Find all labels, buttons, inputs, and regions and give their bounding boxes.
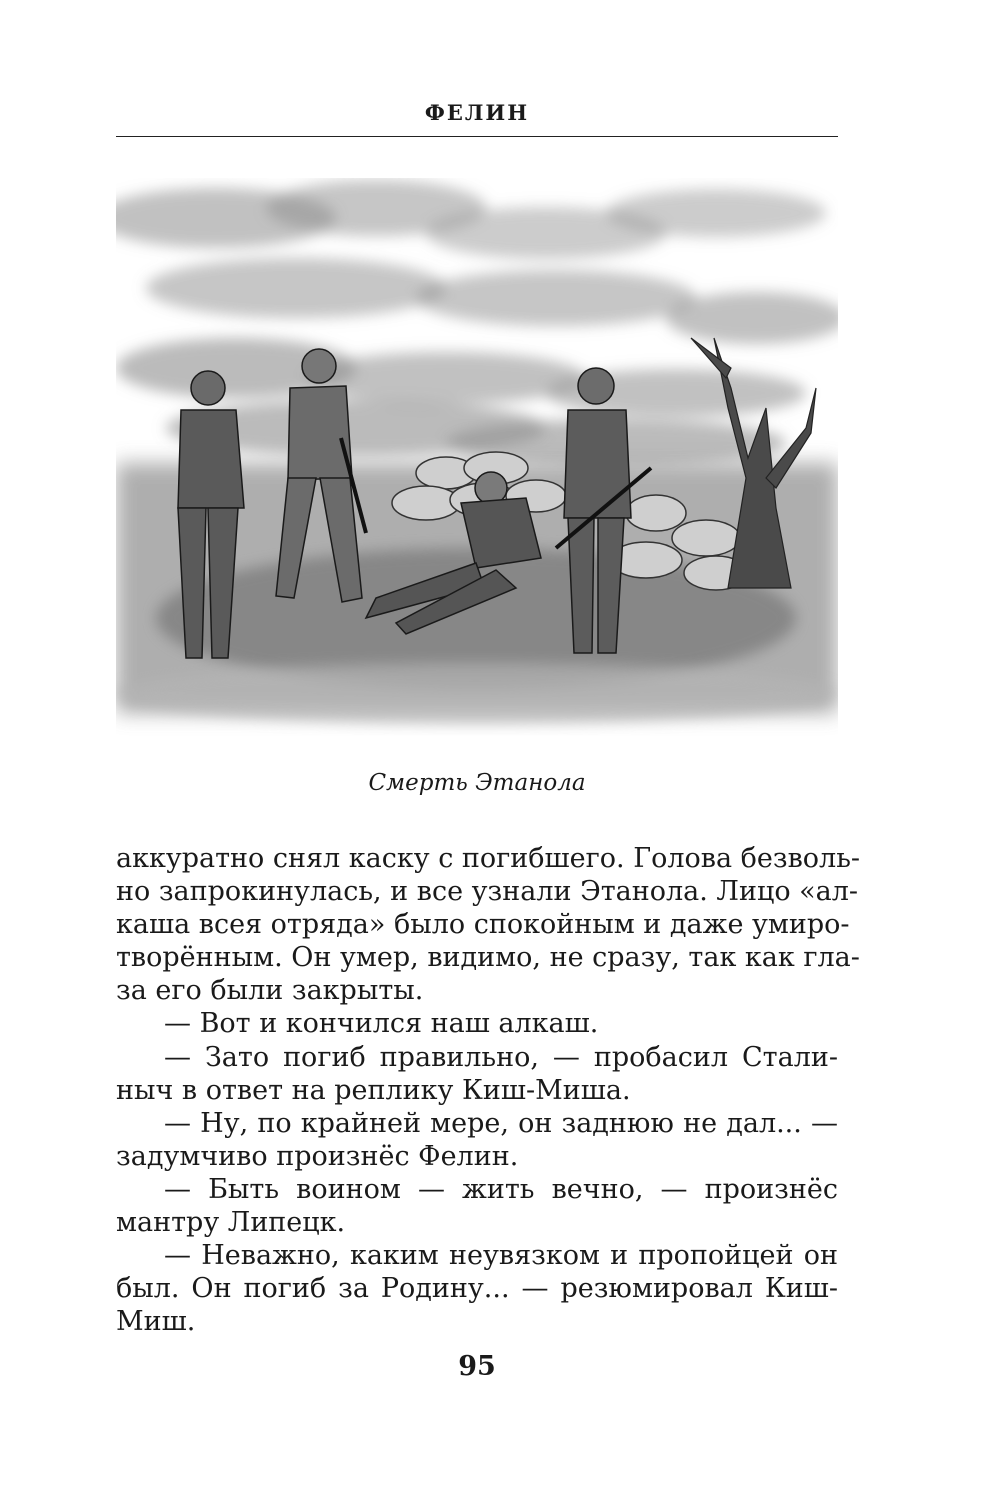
text-line: ныч в ответ на реплику Киш-Миша. [116, 1074, 631, 1106]
text-line: — Ну, по крайней мере, он заднюю не дал... — [164, 1107, 838, 1139]
text-line: задумчиво произнёс Фелин. [116, 1140, 519, 1172]
text-line: но запрокинулась, и все узнали Этанола. Лицо «ал- [116, 876, 859, 908]
text-line: — Неважно, каким неувязком и пропойцей он [164, 1240, 838, 1272]
text-line: — Зато погиб правильно, — пробасил Стали- [164, 1041, 838, 1073]
text-line: каша всея отряда» было спокойным и даже умиро- [116, 909, 850, 941]
text-line: — Вот и кончился наш алкаш. [164, 1008, 599, 1040]
text-line: аккуратно снял каску с погибшего. Голова безволь- [116, 843, 861, 874]
running-head: ФЕЛИН [424, 100, 530, 125]
illustration [116, 178, 838, 753]
page-number: 95 [458, 1351, 496, 1382]
text-line: мантру Липецк. [116, 1207, 346, 1239]
text-line: был. Он погиб за Родину... — резюмировал Киш- [116, 1273, 838, 1305]
figure-caption: Смерть Этанола [368, 770, 586, 796]
text-line: Миш. [116, 1306, 196, 1338]
text-line: творённым. Он умер, видимо, не сразу, так как гла- [116, 942, 860, 974]
body-text [116, 842, 861, 1338]
header-rule [116, 136, 838, 137]
text-line: за его были закрыты. [116, 975, 424, 1007]
text-line: — Быть воином — жить вечно, — произнёс [164, 1173, 838, 1205]
